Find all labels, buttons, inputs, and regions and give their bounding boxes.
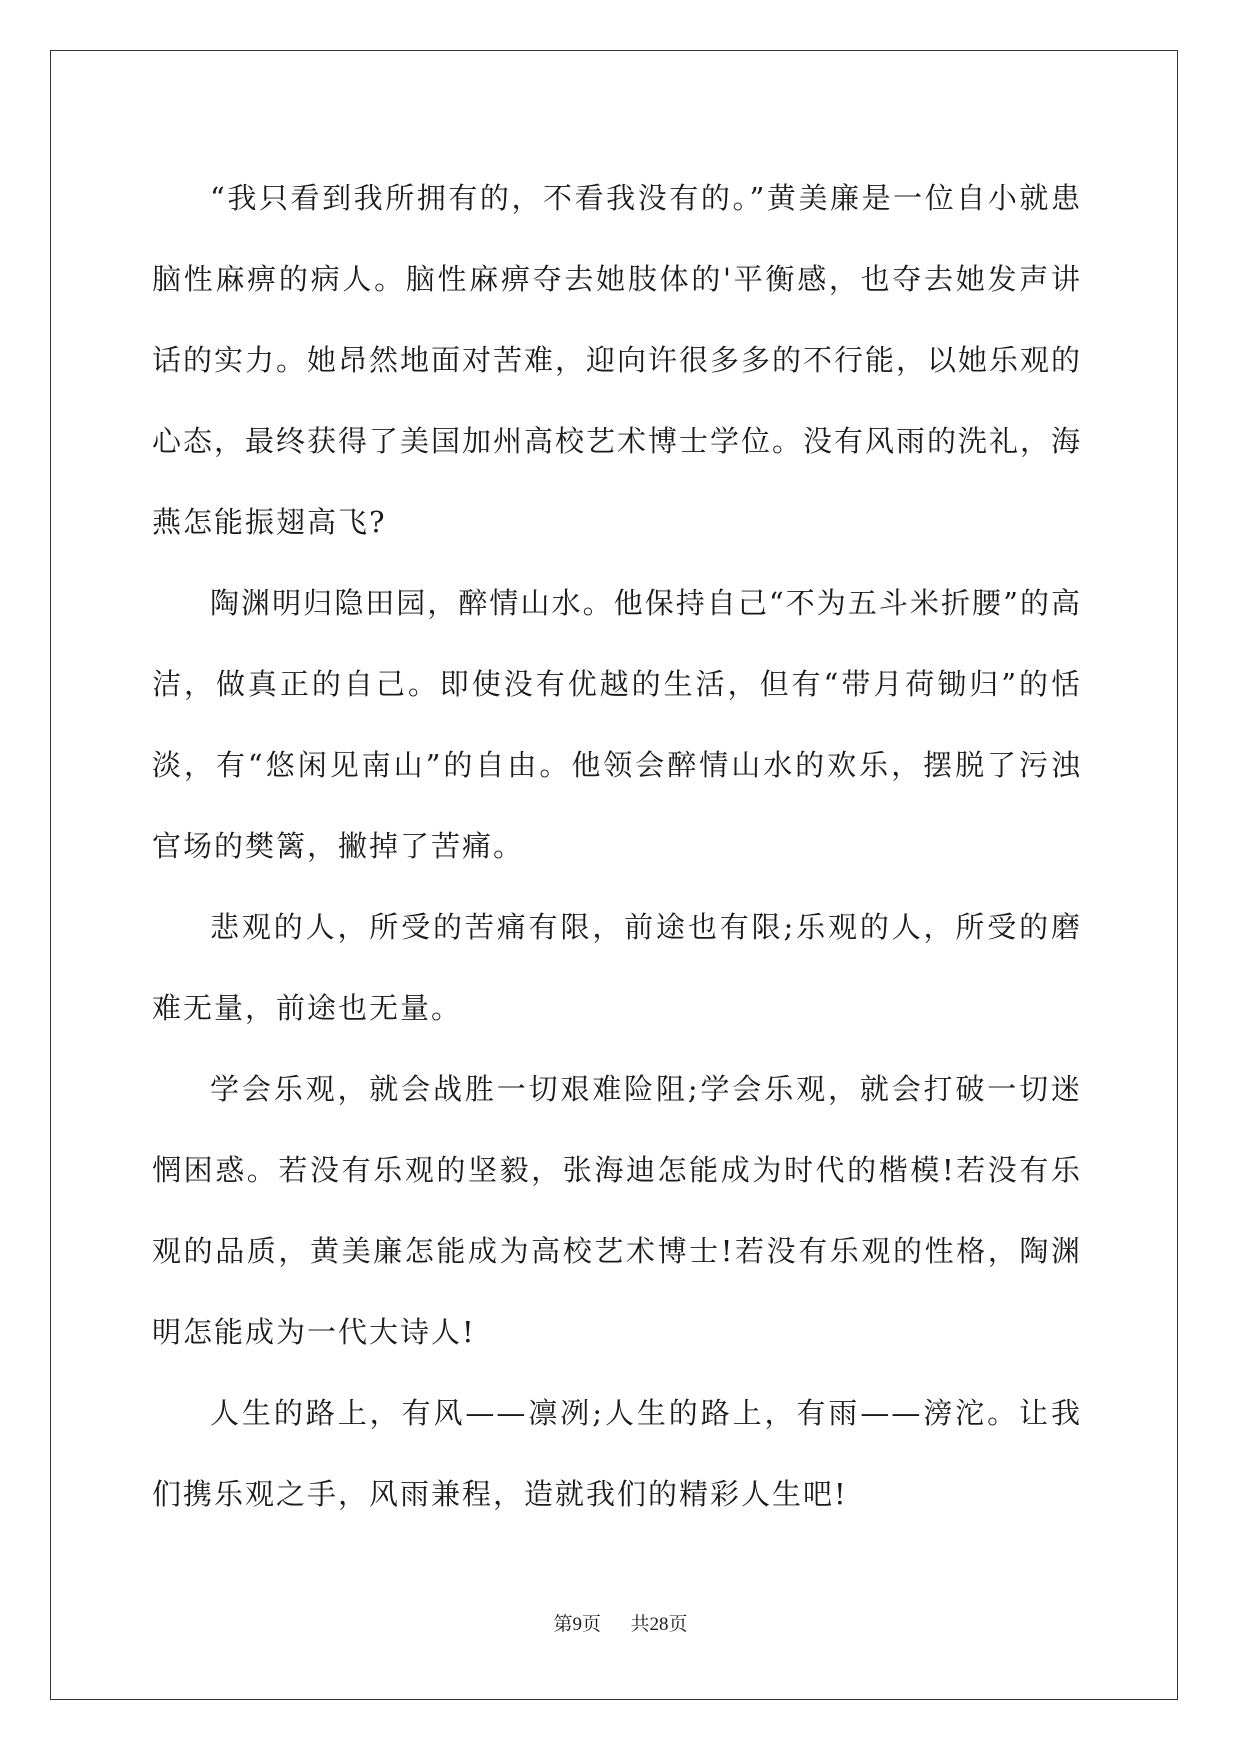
paragraph-1: “我只看到我所拥有的，不看我没有的。”黄美廉是一位自小就患脑性麻痹的病人。脑性麻痹夺去她肢体的'平衡感，也夺去她发声讲话的实力。她昂然地面对苦难，迎向许很多多的不行能，以她乐观的心态，最终获得了美国加州高校艺术博士学位。没有风雨的洗礼，海燕怎能振翅高飞? — [152, 181, 1083, 539]
current-page-label: 第9页 — [553, 1614, 601, 1635]
document-body — [152, 158, 1082, 1535]
page-footer — [0, 1613, 1241, 1637]
total-pages-label: 共28页 — [630, 1614, 688, 1635]
paragraph-5: 人生的路上，有风——凛冽;人生的路上，有雨——滂沱。让我们携乐观之手，风雨兼程，造就我们的精彩人生吧! — [152, 1396, 1082, 1511]
paragraph-4: 学会乐观，就会战胜一切艰难险阻;学会乐观，就会打破一切迷惘困惑。若没有乐观的坚毅，张海迪怎能成为时代的楷模!若没有乐观的品质，黄美廉怎能成为高校艺术博士!若没有乐观的性格，陶渊明怎能成为一代大诗人! — [152, 1072, 1082, 1349]
paragraph-2: 陶渊明归隐田园，醉情山水。他保持自己“不为五斗米折腰”的高洁，做真正的自己。即使没有优越的生活，但有“带月荷锄归”的恬淡，有“悠闲见南山”的自由。他领会醉情山水的欢乐，摆脱了污浊官场的樊篱，撇掉了苦痛。 — [152, 586, 1082, 863]
paragraph-3: 悲观的人，所受的苦痛有限，前途也有限;乐观的人，所受的磨难无量，前途也无量。 — [152, 910, 1082, 1025]
